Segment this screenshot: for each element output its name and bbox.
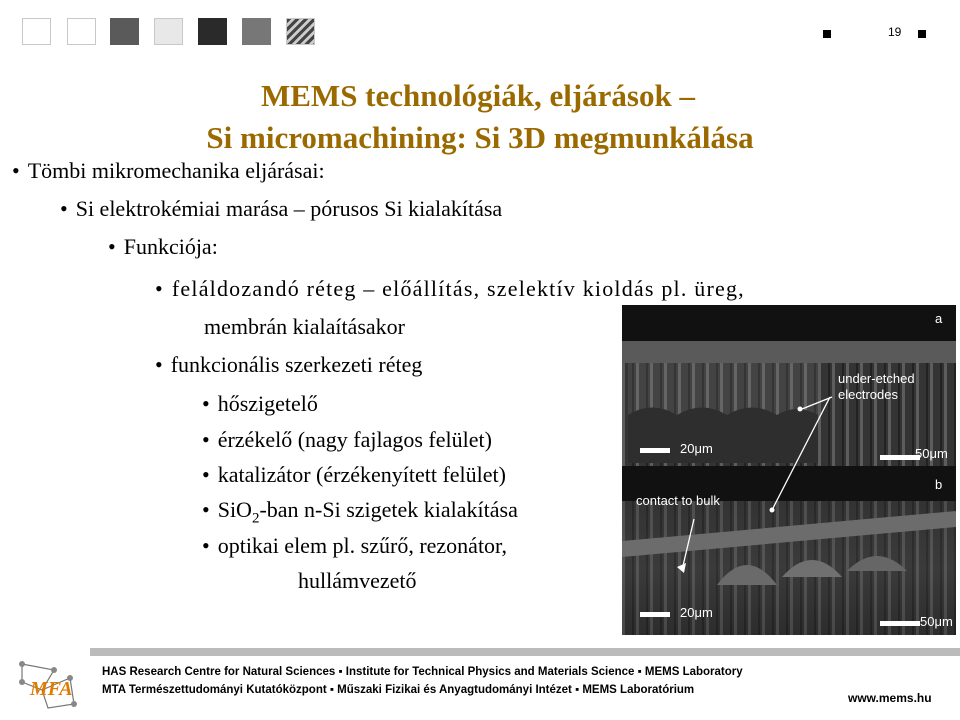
bullet-level1: • Tömbi mikromechanika eljárásai: [12,158,325,183]
footer-divider [90,648,960,656]
label-b: b [935,477,943,492]
header-square-4 [154,18,183,45]
scale-bottom: 50μm [920,614,953,629]
bullet-level5-insulator: • hőszigetelő [202,391,318,416]
bullet-level5-optical: • optikai elem pl. szűrő, rezonátor, [202,533,508,558]
scale-inset-top: 20μm [680,441,713,456]
header-square-7 [286,18,315,45]
bullet-level5-sensor: • érzékelő (nagy fajlagos felület) [202,427,492,452]
header-square-6 [242,18,271,45]
header-square-5 [198,18,227,45]
title-line-1: MEMS technológiák, eljárások – [261,78,695,113]
header-square-1 [22,18,51,45]
header-square-3 [110,18,139,45]
bullet-level5-catalyst: • katalizátor (érzékenyített felület) [202,462,506,487]
mfa-logo-text: MFA [30,678,73,700]
label-electrodes: electrodes [838,387,898,402]
bullet-level4-functional: • funkcionális szerkezeti réteg [155,352,423,377]
page-number: 19 [888,25,902,39]
scale-inset-bottom: 20μm [680,605,713,620]
header-square-2 [67,18,96,45]
scale-top: 50μm [915,446,948,461]
header-bullet-right [918,30,926,38]
website-link[interactable]: www.mems.hu [848,691,932,705]
label-contact-to-bulk: contact to bulk [636,493,720,508]
mfa-logo [14,660,80,714]
footer-line-english: HAS Research Centre for Natural Sciences ▪ Institute for Technical Physics and Materials Science ▪ MEMS Laboratory [102,666,743,678]
footer-line-hungarian: MTA Természettudományi Kutatóközpont ▪ Műszaki Fizikai és Anyagtudományi Intézet ▪ MEMS Laboratórium [102,684,695,696]
bullet-level3: • Funkciója: [108,234,218,259]
label-a: a [935,311,943,326]
bullet-level4-sacrificial: • feláldozandó réteg – előállítás, szelektív kioldás pl. üreg, [155,276,745,301]
label-under-etched: under-etched [838,371,915,386]
bullet-level4-continuation: membrán kialaításakor [204,314,405,339]
sem-micrograph [622,305,956,635]
bullet-level5-sio2: • SiO$_2$-ban n-Si szigetek kialakítása [202,497,518,527]
sem-micrograph-drawing [622,305,956,635]
title-line-2: Si micromachining: Si 3D megmunkálása [206,120,754,155]
header-bullet-left [823,30,831,38]
bullet-level2: • Si elektrokémiai marása – pórusos Si kialakítása [60,196,503,221]
bullet-level5-continuation: hullámvezető [298,568,417,593]
